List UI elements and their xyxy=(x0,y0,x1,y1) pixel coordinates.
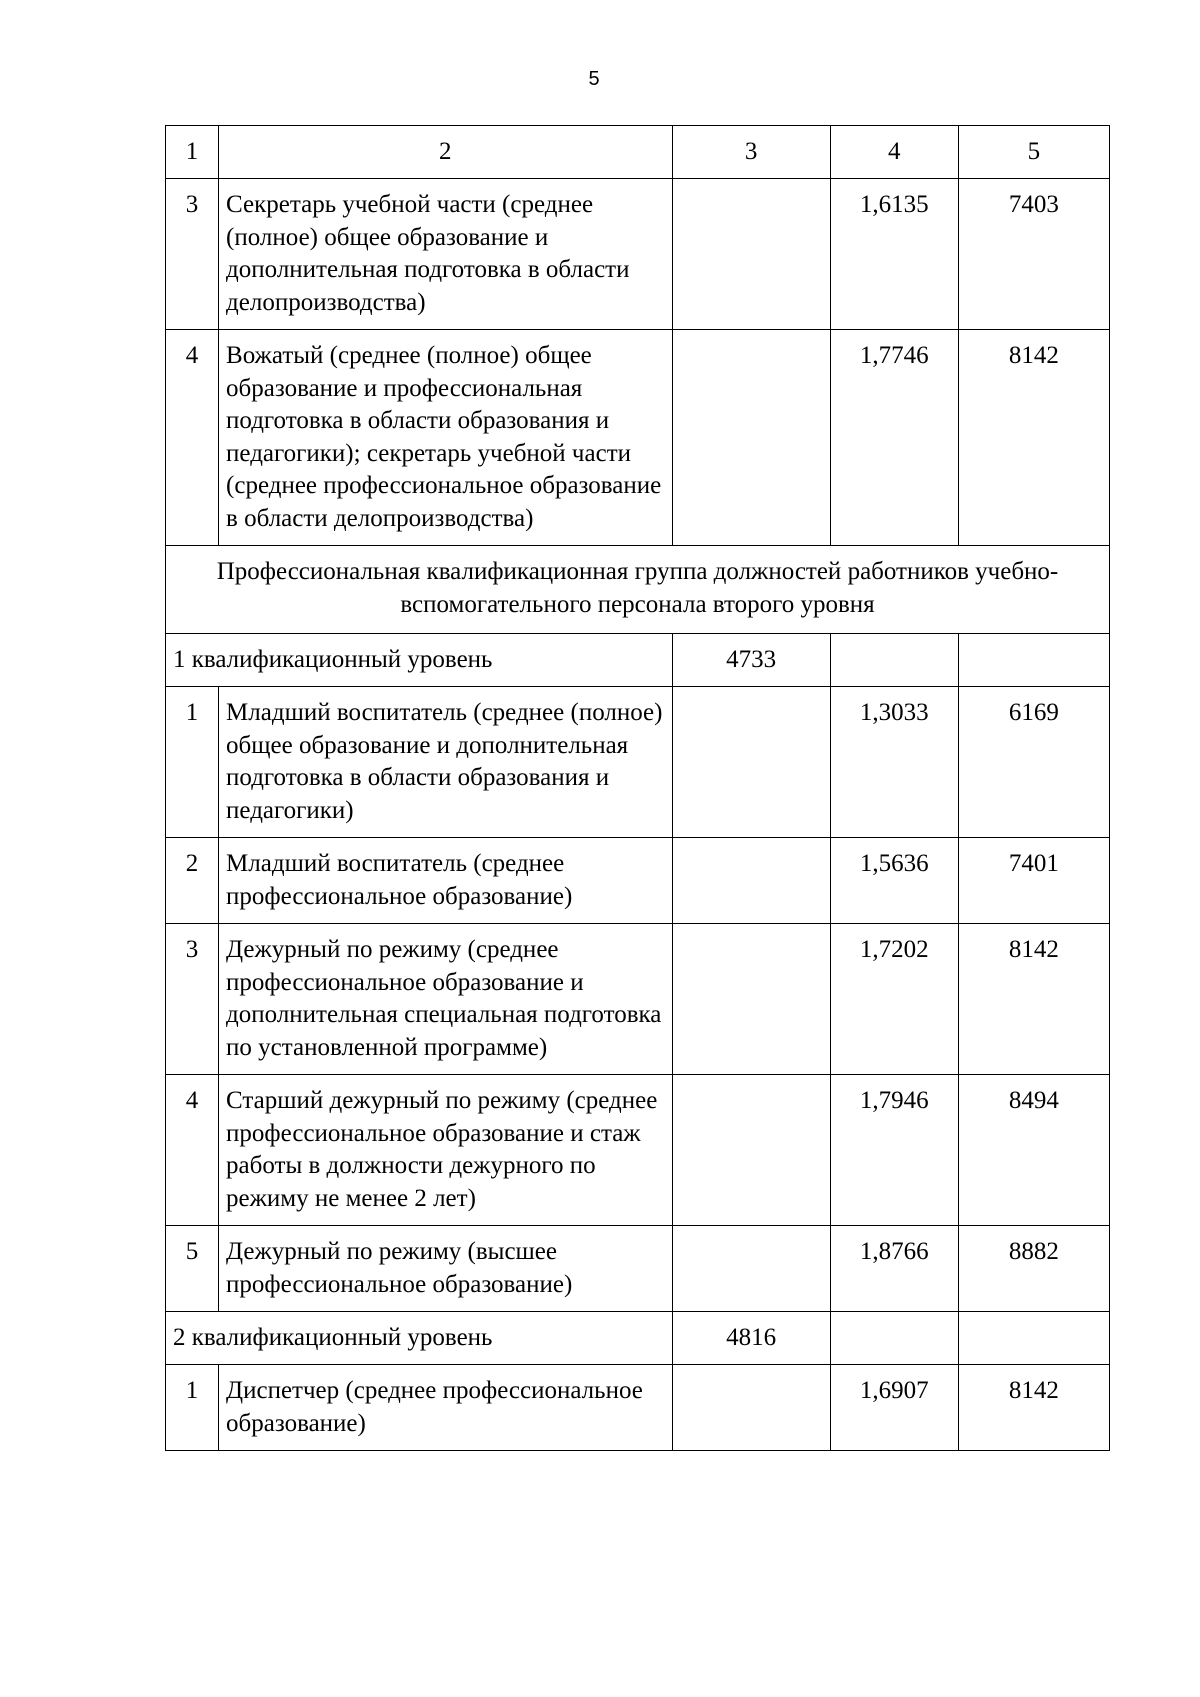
coefficient xyxy=(830,1312,958,1365)
base-salary xyxy=(672,1365,830,1451)
header-row xyxy=(166,126,1110,179)
position-name: Младший воспитатель (среднее (полное) общее образование и дополнительная подготовка в области образования и педагогики) xyxy=(219,687,672,838)
base-salary xyxy=(672,179,830,330)
salary-amount: 8882 xyxy=(958,1226,1109,1312)
header-cell: 2 xyxy=(219,126,672,179)
position-name: Дежурный по режиму (высшее профессиональное образование) xyxy=(219,1226,672,1312)
coefficient: 1,8766 xyxy=(830,1226,958,1312)
position-name: Младший воспитатель (среднее профессиональное образование) xyxy=(219,838,672,924)
salary-amount: 8142 xyxy=(958,924,1109,1075)
salary-amount: 8142 xyxy=(958,1365,1109,1451)
base-salary xyxy=(672,838,830,924)
table-row xyxy=(166,1226,1110,1312)
base-salary xyxy=(672,1075,830,1226)
qualification-level-row xyxy=(166,1312,1110,1365)
table-row xyxy=(166,838,1110,924)
salary-amount xyxy=(958,1312,1109,1365)
position-name: Диспетчер (среднее профессиональное образование) xyxy=(219,1365,672,1451)
header-cell: 4 xyxy=(830,126,958,179)
qualification-level-row xyxy=(166,634,1110,687)
table-row xyxy=(166,687,1110,838)
row-number: 1 xyxy=(166,1365,219,1451)
salary-amount: 8494 xyxy=(958,1075,1109,1226)
position-name: Вожатый (среднее (полное) общее образование и профессиональная подготовка в области образования и педагогики); секретарь учебной части (среднее профессиональное образование в области делопроизводства) xyxy=(219,330,672,546)
base-salary xyxy=(672,330,830,546)
group-heading: Профессиональная квалификационная группа должностей работников учебно-вспомогательного персонала второго уровня xyxy=(166,546,1110,634)
position-name: Секретарь учебной части (среднее (полное) общее образование и дополнительная подготовка в области делопроизводства) xyxy=(219,179,672,330)
header-cell: 5 xyxy=(958,126,1109,179)
coefficient: 1,3033 xyxy=(830,687,958,838)
qualification-level-name: 1 квалификационный уровень xyxy=(166,634,673,687)
coefficient xyxy=(830,634,958,687)
salary-amount: 8142 xyxy=(958,330,1109,546)
row-number: 2 xyxy=(166,838,219,924)
base-salary: 4733 xyxy=(672,634,830,687)
coefficient: 1,6135 xyxy=(830,179,958,330)
table-row xyxy=(166,1075,1110,1226)
base-salary: 4816 xyxy=(672,1312,830,1365)
row-number: 1 xyxy=(166,687,219,838)
base-salary xyxy=(672,924,830,1075)
header-cell: 1 xyxy=(166,126,219,179)
position-name: Старший дежурный по режиму (среднее профессиональное образование и стаж работы в должности дежурного по режиму не менее 2 лет) xyxy=(219,1075,672,1226)
row-number: 3 xyxy=(166,924,219,1075)
table-row xyxy=(166,924,1110,1075)
page-number: 5 xyxy=(588,68,600,90)
coefficient: 1,5636 xyxy=(830,838,958,924)
salary-table xyxy=(165,125,1110,1451)
position-name: Дежурный по режиму (среднее профессиональное образование и дополнительная специальная подготовка по установленной программе) xyxy=(219,924,672,1075)
salary-amount: 7403 xyxy=(958,179,1109,330)
coefficient: 1,7946 xyxy=(830,1075,958,1226)
header-cell: 3 xyxy=(672,126,830,179)
salary-amount: 6169 xyxy=(958,687,1109,838)
coefficient: 1,6907 xyxy=(830,1365,958,1451)
salary-amount xyxy=(958,634,1109,687)
table-row xyxy=(166,330,1110,546)
base-salary xyxy=(672,687,830,838)
row-number: 4 xyxy=(166,330,219,546)
coefficient: 1,7202 xyxy=(830,924,958,1075)
row-number: 5 xyxy=(166,1226,219,1312)
salary-amount: 7401 xyxy=(958,838,1109,924)
row-number: 3 xyxy=(166,179,219,330)
row-number: 4 xyxy=(166,1075,219,1226)
group-heading-row xyxy=(166,546,1110,634)
table-row xyxy=(166,179,1110,330)
coefficient: 1,7746 xyxy=(830,330,958,546)
base-salary xyxy=(672,1226,830,1312)
qualification-level-name: 2 квалификационный уровень xyxy=(166,1312,673,1365)
table-row xyxy=(166,1365,1110,1451)
